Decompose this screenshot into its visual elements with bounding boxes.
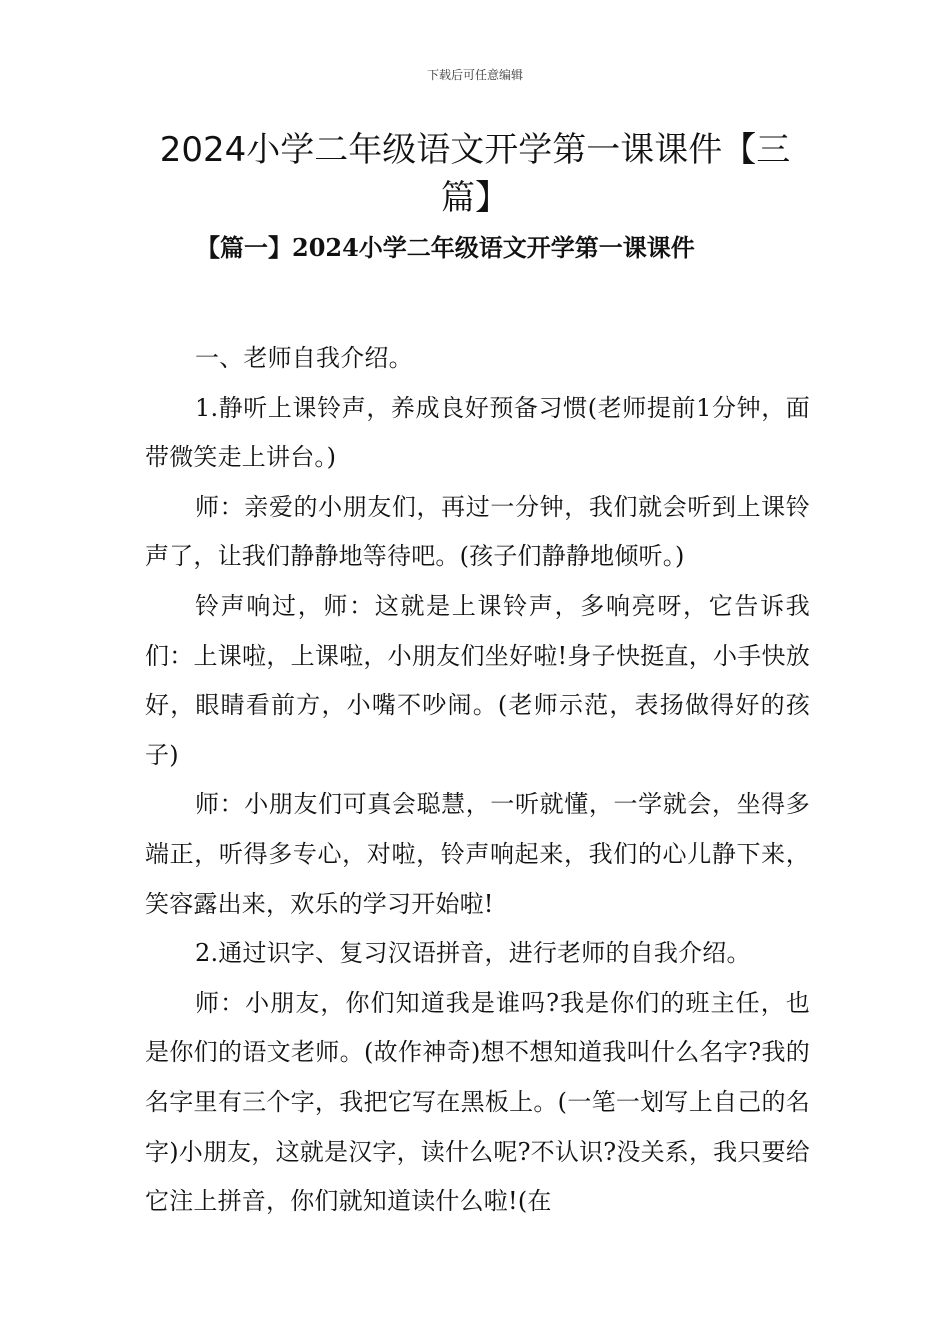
paragraph: 2.通过识字、复习汉语拼音，进行老师的自我介绍。 <box>195 939 751 968</box>
document-body <box>145 334 810 1227</box>
paragraph: 1.静听上课铃声，养成良好预备习惯(老师提前1分钟，面带微笑走上讲台。) <box>145 393 810 472</box>
paragraph: 师：亲爱的小朋友们，再过一分钟，我们就会听到上课铃声了，让我们静静地等待吧。(孩子们静静地倾听。) <box>145 492 810 571</box>
document-title: 2024小学二年级语文开学第一课课件【三篇】 <box>159 130 791 218</box>
paragraph: 师：小朋友们可真会聪慧，一听就懂，一学就会，坐得多端正，听得多专心，对啦，铃声响起来，我们的心儿静下来，笑容露出来，欢乐的学习开始啦! <box>145 790 810 918</box>
section-subtitle: 【篇一】2024小学二年级语文开学第一课课件 <box>196 233 695 262</box>
header-note: 下载后可任意编辑 <box>426 68 523 82</box>
paragraph: 一、老师自我介绍。 <box>195 344 413 372</box>
paragraph: 铃声响过，师：这就是上课铃声，多响亮呀，它告诉我们：上课啦，上课啦，小朋友们坐好啦!身子快挺直，小手快放好，眼睛看前方，小嘴不吵闹。(老师示范，表扬做得好的孩子) <box>145 591 810 769</box>
paragraph: 师：小朋友，你们知道我是谁吗?我是你们的班主任，也是你们的语文老师。(故作神奇)想不想知道我叫什么名字?我的名字里有三个字，我把它写在黑板上。(一笔一划写上自己的名字)小朋友，这就是汉字，读什么呢?不认识?没关系，我只要给它注上拼音，你们就知道读什么啦!(在 <box>145 988 810 1216</box>
